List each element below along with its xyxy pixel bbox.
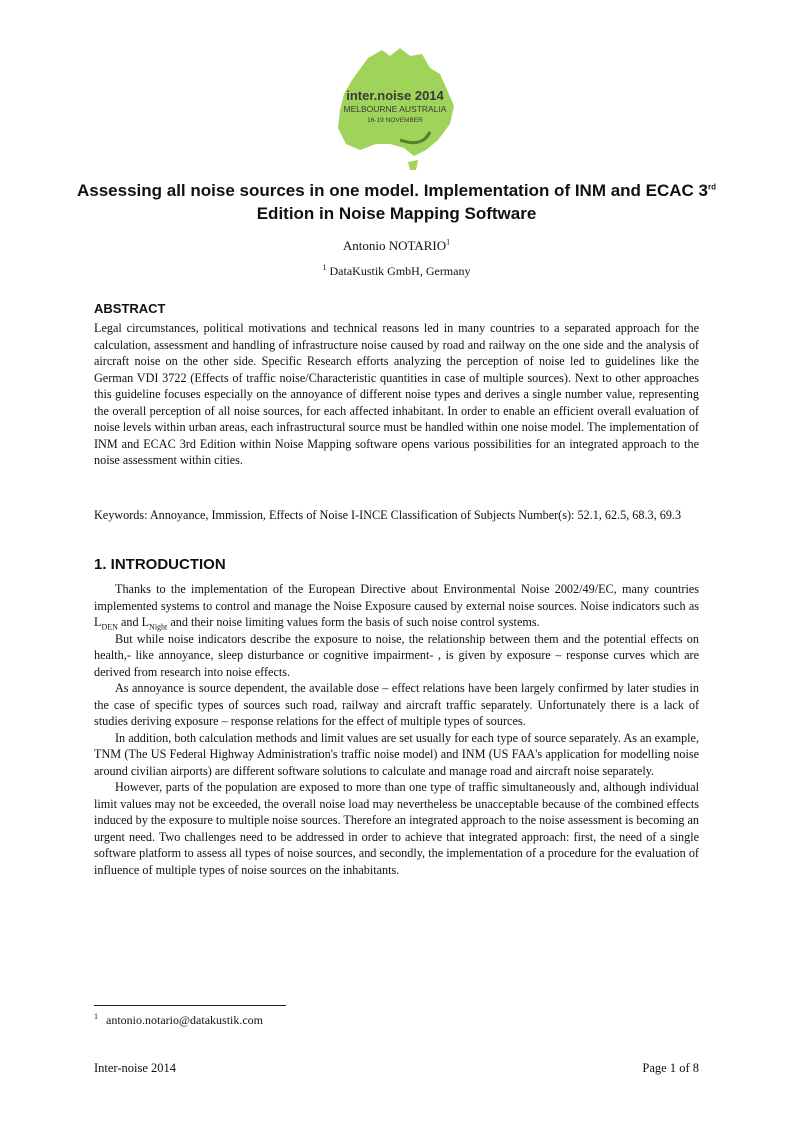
paragraph: As annoyance is source dependent, the available dose – effect relations have been largely confirmed by later studies in the case of specific types of sources such road, railway and aircraft traffic separately. Unfortunately there is a lack of studies deriving exposure – response relations for the effect of multiple types of sources. bbox=[94, 681, 699, 728]
introduction-body bbox=[94, 581, 699, 878]
author: Antonio NOTARIO$^1$ bbox=[342, 237, 451, 253]
conference-logo bbox=[330, 44, 460, 174]
logo-line3: 16-19 NOVEMBER bbox=[367, 117, 423, 124]
paragraph: Thanks to the implementation of the European Directive about Environmental Noise 2002/49/EC, many countries implemented systems to control and manage the Noise Exposure caused by external noise sources. Noise indicators such as $L_{DEN}$ and $L_{Night}$ and their noise limiting values form the basis of such noise control systems. bbox=[94, 582, 699, 632]
tasmania-icon bbox=[408, 160, 418, 170]
logo-line2: MELBOURNE AUSTRALIA bbox=[343, 104, 447, 114]
paragraph: In addition, both calculation methods and limit values are set usually for each type of source separately. As an example, TNM (The US Federal Highway Administration's traffic noise model) and INM (US FAA's application for modelling noise around civilian airports) are different software solutions to calculate and manage road and aircraft noise separately. bbox=[94, 730, 699, 778]
abstract-heading: ABSTRACT bbox=[94, 301, 166, 316]
footer-page-number: Page 1 of 8 bbox=[642, 1061, 699, 1075]
logo-line1: inter.noise 2014 bbox=[346, 88, 444, 103]
section-heading-introduction: 1. INTRODUCTION bbox=[94, 556, 226, 573]
footer-conference: Inter-noise 2014 bbox=[94, 1061, 177, 1075]
paragraph: However, parts of the population are exposed to more than one type of traffic simultaneously and, although individual limit values may not be exceeded, the overall noise load may nevertheless be unacceptable because of the combined effects induced by the exposure to multiple noise sources. Therefore an integrated approach to the noise assessment is becoming an urgent need. Two challenges need to be addressed in order to achieve that integrated approach: first, the need of a single software platform to assess all types of noise sources, and secondly, the implementation of a procedure for the evaluation of influence of multiple types of noise sources on the inhabitants. bbox=[94, 780, 699, 877]
footnote: $^1$ antonio.notario@datakustik.com bbox=[94, 1012, 264, 1027]
footnote-divider bbox=[94, 1005, 286, 1006]
keywords: Keywords: Annoyance, Immission, Effects of Noise I-INCE Classification of Subjects Number(s): 52.1, 62.5, 68.3, 69.3 bbox=[94, 508, 682, 522]
abstract-text: Legal circumstances, political motivations and technical reasons led in many countries to a separated approach for the calculation, assessment and handling of infrastructure noise caused by road and railway on the one side and the analysis of aircraft noise on the other side. Specific Research efforts analyzing the perception of noise led to guidelines like the German VDI 3722 (Effects of traffic noise/Characteristic quantities in case of multiple sources). Next to other approaches this guideline focuses especially on the annoyance of different noise types and derives a single number value, representing the overall perception of all noise sources, for each affected inhabitant. In order to enable an efficient overall evaluation of noise levels within urban areas, each infrastructural source must be handled within one noise model. The implementation of INM and ECAC 3rd Edition within Noise Mapping software opens various possibilities for an integrated approach to the noise assessment within cities. bbox=[94, 321, 699, 467]
paragraph: But while noise indicators describe the exposure to noise, the relationship between them and the potential effects on health,- like annoyance, sleep disturbance or cognitive impairment- , is given by exposure – response curves which are derived from research into noise effects. bbox=[94, 631, 699, 679]
affiliation: $^1$ DataKustik GmbH, Germany bbox=[322, 263, 471, 278]
paper-title: Assessing all noise sources in one model. Implementation of INM and ECAC 3rd Edition in Noise Mapping Software bbox=[76, 181, 717, 223]
